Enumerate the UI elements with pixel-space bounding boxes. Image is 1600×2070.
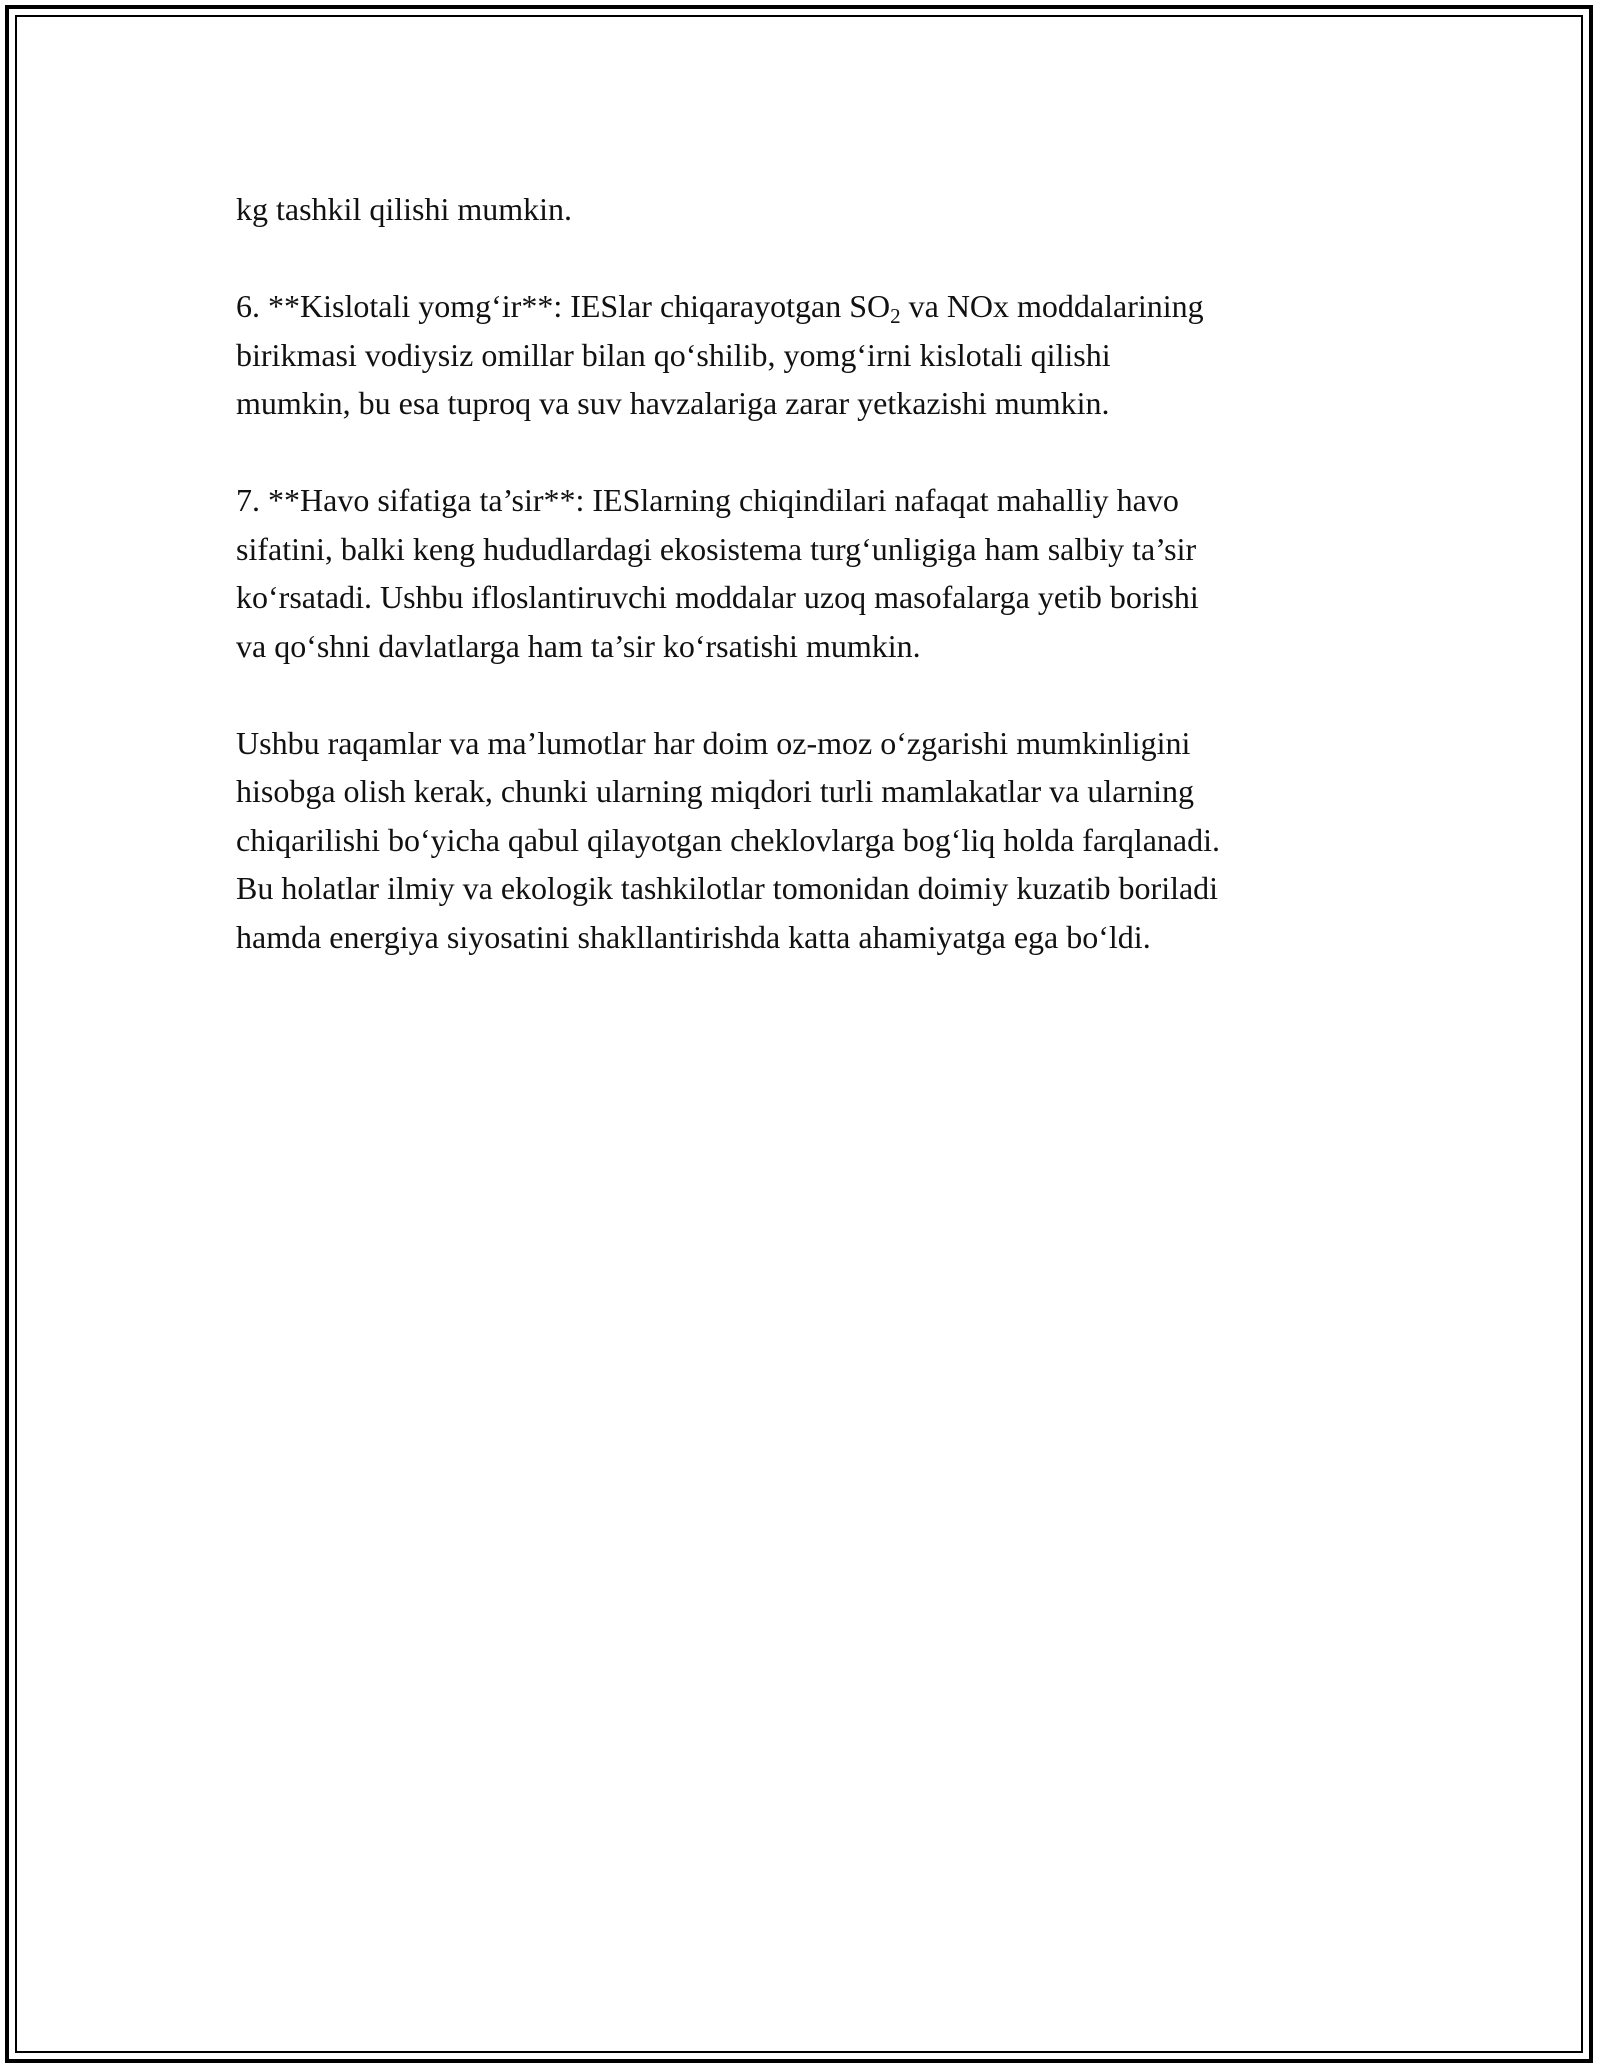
paragraph-air-quality: [236, 476, 1376, 670]
text-run: 6. **Kislotali yomg‘ir**: IESlar chiqarayotgan SO: [236, 288, 891, 324]
text-run: va NOx moddalarining: [900, 288, 1204, 324]
text-line: birikmasi vodiysiz omillar bilan qo‘shilib, yomg‘irni kislotali qilishi: [236, 336, 1111, 373]
text-line: 7. **Havo sifatiga ta’sir**: IESlarning chiqindilari nafaqat mahalliy havo: [236, 482, 1179, 518]
text-line: hamda energiya siyosatini shakllantirishda katta ahamiyatga ega bo‘ldi.: [236, 918, 1151, 955]
text-line: hisobga olish kerak, chunki ularning miqdori turli mamlakatlar va ularning: [236, 773, 1194, 809]
text-line: sifatini, balki keng hududlardagi ekosistema turg‘unligiga ham salbiy ta’sir: [236, 530, 1197, 567]
text-line: va qo‘shni davlatlarga ham ta’sir ko‘rsatishi mumkin.: [236, 627, 921, 664]
paragraph-conclusion: [236, 719, 1376, 962]
text-line: chiqarilishi bo‘yicha qabul qilayotgan cheklovlarga bog‘liq holda farqlanadi.: [236, 821, 1220, 858]
subscript-2: 2: [890, 304, 901, 328]
paragraph-acid-rain: [236, 282, 1376, 428]
text-line: ko‘rsatadi. Ushbu ifloslantiruvchi moddalar uzoq masofalarga yetib borishi: [236, 579, 1199, 615]
text-line: [236, 282, 1376, 331]
text-line: Ushbu raqamlar va ma’lumotlar har doim oz-moz o‘zgarishi mumkinligini: [236, 724, 1191, 761]
paragraph-continuation: [236, 185, 1376, 234]
document-body: [236, 185, 1376, 1010]
text-line: kg tashkil qilishi mumkin.: [236, 191, 573, 227]
text-line: mumkin, bu esa tuproq va suv havzalariga zarar yetkazishi mumkin.: [236, 385, 1110, 421]
text-line: Bu holatlar ilmiy va ekologik tashkilotlar tomonidan doimiy kuzatib boriladi: [236, 870, 1219, 906]
